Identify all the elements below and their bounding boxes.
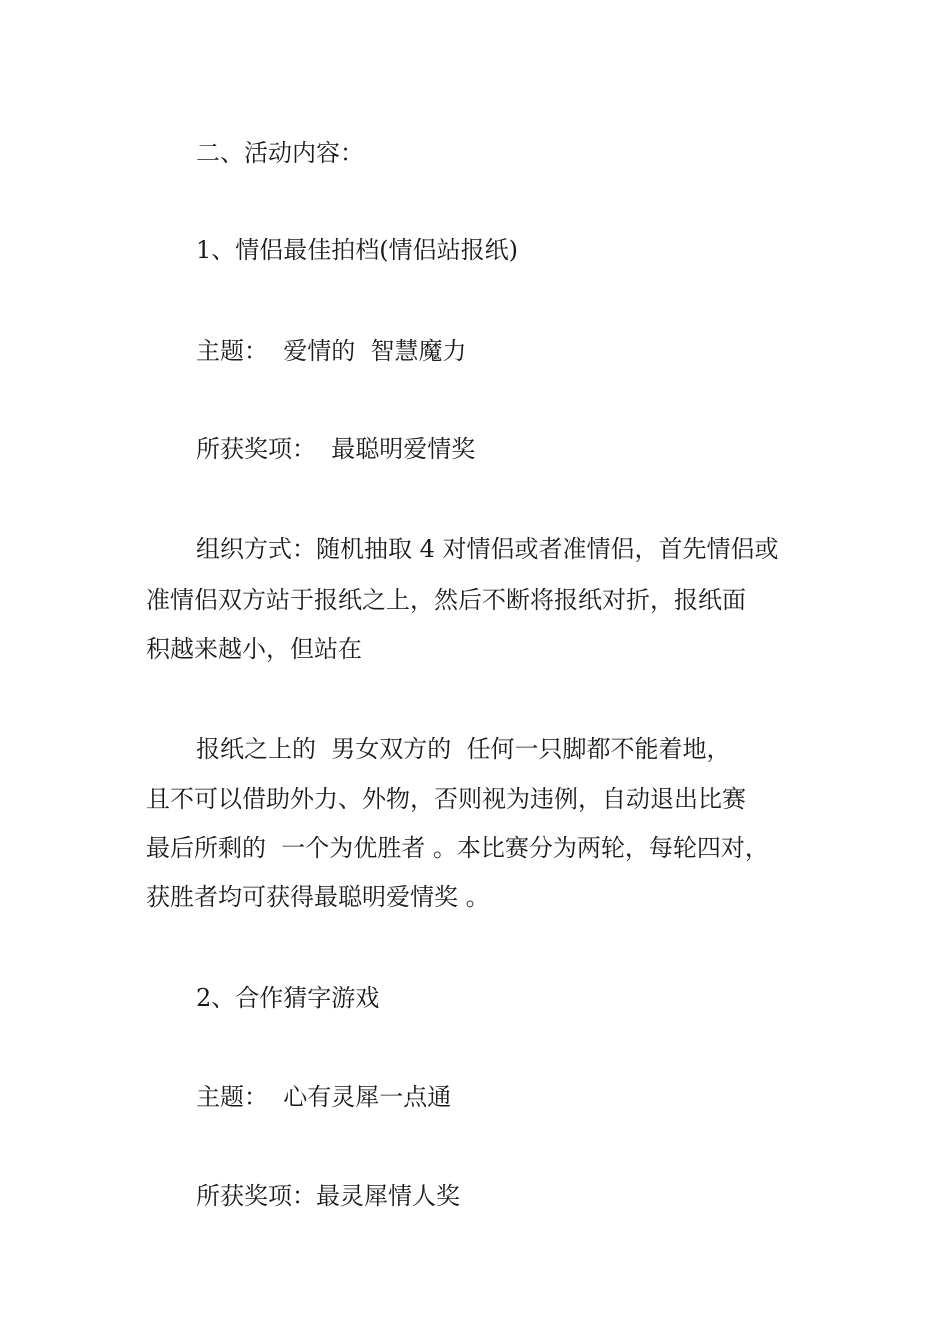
item-award: 所获奖项： 最聪明爱情奖 [196, 435, 476, 463]
paragraph-line: 准情侣双方站于报纸之上，然后不断将报纸对折，报纸面 [146, 586, 746, 614]
item-theme: 主题： 心有灵犀一点通 [196, 1083, 452, 1111]
paragraph-line: 组织方式：随机抽取 4 对情侣或者准情侣，首先情侣或 [196, 535, 779, 563]
paragraph-line: 积越来越小，但站在 [146, 635, 362, 663]
paragraph-line: 报纸之上的 男女双方的 任何一只脚都不能着地， [196, 735, 731, 763]
paragraph-line: 且不可以借助外力、外物，否则视为违例，自动退出比赛 [146, 785, 746, 813]
paragraph-line: 获胜者均可获得最聪明爱情奖 。 [146, 883, 490, 911]
paragraph-line: 最后所剩的 一个为优胜者 。本比赛分为两轮，每轮四对， [146, 834, 769, 862]
item-award: 所获奖项：最灵犀情人奖 [196, 1182, 460, 1210]
item-title: 1、情侣最佳拍档(情侣站报纸) [196, 236, 518, 264]
item-theme: 主题： 爱情的 智慧魔力 [196, 337, 467, 365]
item-title: 2、合作猜字游戏 [196, 984, 380, 1012]
section-heading: 二、活动内容： [196, 139, 364, 167]
